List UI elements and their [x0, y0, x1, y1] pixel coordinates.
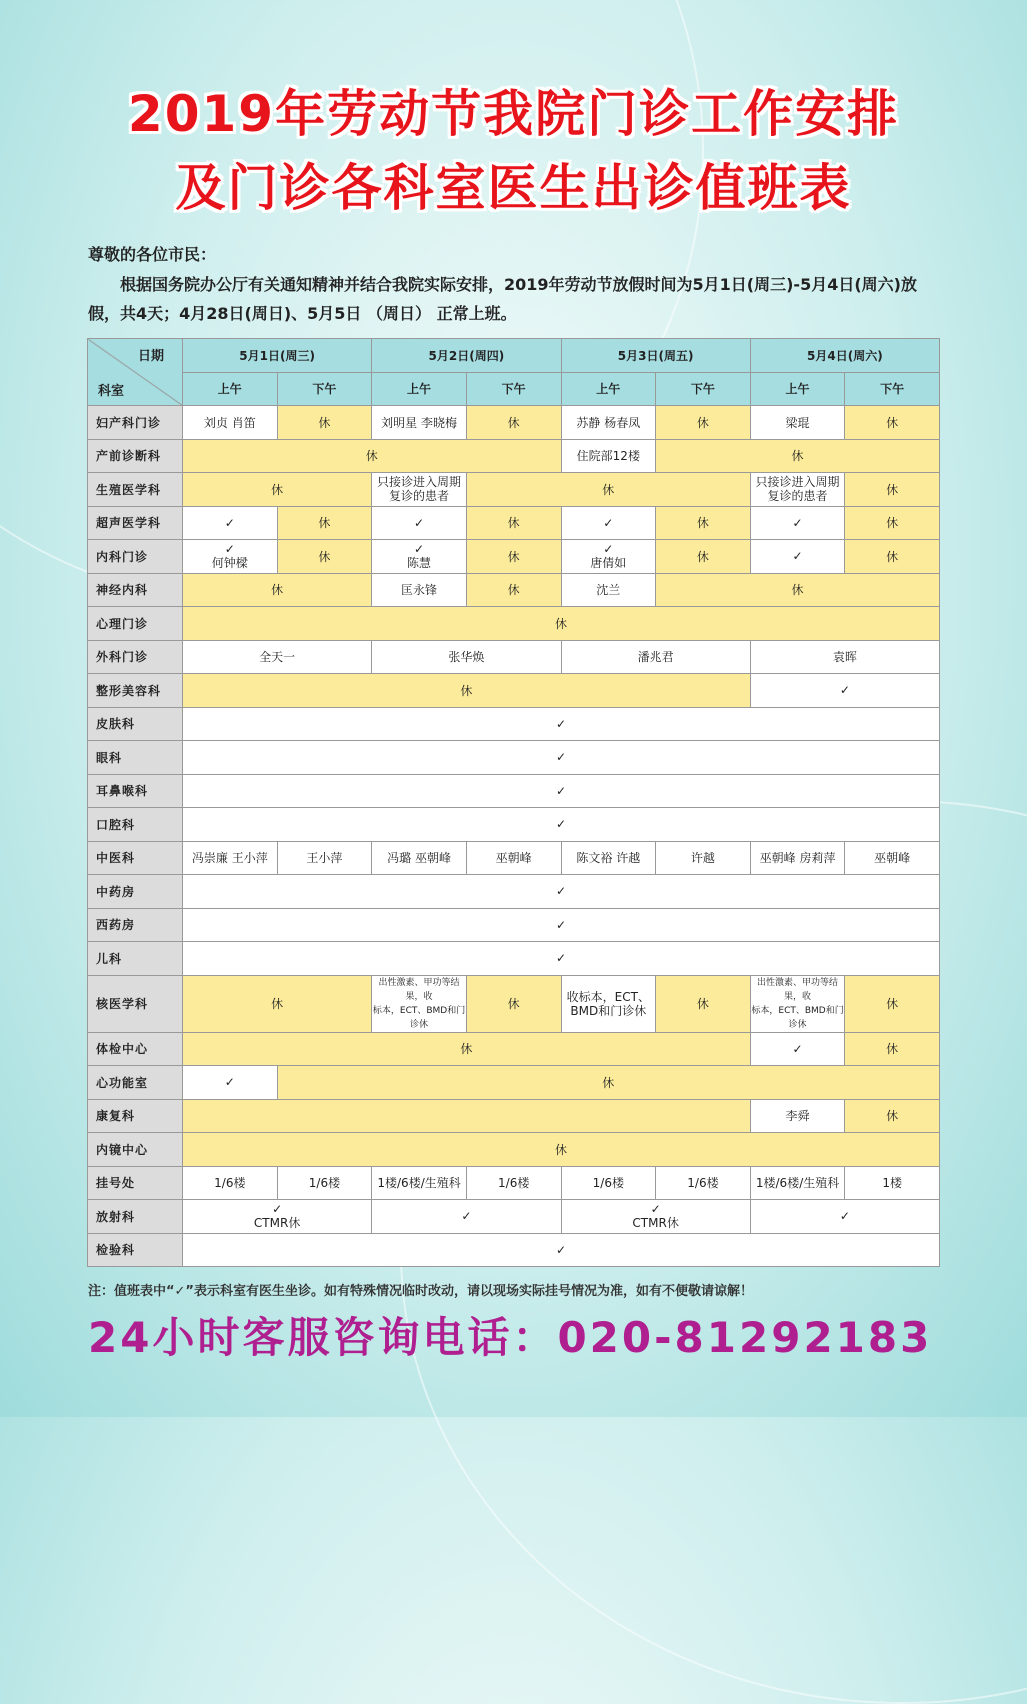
schedule-row — [88, 1200, 940, 1234]
schedule-cell: 休 — [277, 506, 372, 540]
schedule-cell: 休 — [466, 975, 561, 1032]
schedule-cell — [183, 1099, 751, 1133]
schedule-cell: 李舜 — [750, 1099, 845, 1133]
schedule-cell: 巫朝峰 房莉萍 — [750, 841, 845, 875]
corner-cell — [88, 339, 183, 406]
schedule-cell: 只接诊进入周期 复诊的患者 — [750, 473, 845, 507]
department-name: 口腔科 — [88, 808, 183, 842]
department-name: 耳鼻喉科 — [88, 774, 183, 808]
schedule-cell: 1/6楼 — [183, 1166, 278, 1200]
schedule-cell: 休 — [845, 540, 940, 574]
schedule-row — [88, 975, 940, 1032]
schedule-row — [88, 875, 940, 909]
schedule-cell: ✓ CTMR休 — [561, 1200, 750, 1234]
department-name: 妇产科门诊 — [88, 406, 183, 440]
schedule-cell: ✓ — [183, 908, 940, 942]
schedule-cell: 刘明星 李晓梅 — [372, 406, 467, 440]
corner-dept-label: 科室 — [98, 384, 125, 399]
period-header: 下午 — [466, 372, 561, 406]
schedule-cell: ✓ 何钟樑 — [183, 540, 278, 574]
schedule-row — [88, 473, 940, 507]
schedule-row — [88, 674, 940, 708]
department-name: 核医学科 — [88, 975, 183, 1032]
schedule-cell: 匡永锋 — [372, 573, 467, 607]
corner-date-label: 日期 — [137, 349, 164, 364]
schedule-cell: 休 — [466, 406, 561, 440]
schedule-row — [88, 1166, 940, 1200]
schedule-cell: 1楼/6楼/生殖科 — [750, 1166, 845, 1200]
schedule-cell: 休 — [466, 506, 561, 540]
schedule-cell: 全天一 — [183, 640, 372, 674]
duty-schedule-table — [87, 338, 940, 1267]
schedule-cell: 1楼/6楼/生殖科 — [372, 1166, 467, 1200]
schedule-cell: ✓ — [750, 1032, 845, 1066]
schedule-cell: 休 — [277, 1066, 939, 1100]
schedule-row — [88, 1066, 940, 1100]
schedule-cell: ✓ — [183, 1233, 940, 1267]
department-name: 康复科 — [88, 1099, 183, 1133]
schedule-cell: ✓ — [750, 506, 845, 540]
schedule-cell: 巫朝峰 — [466, 841, 561, 875]
schedule-row — [88, 808, 940, 842]
date-header: 5月1日(周三) — [183, 339, 372, 373]
schedule-cell: 1/6楼 — [561, 1166, 656, 1200]
schedule-cell: 沈兰 — [561, 573, 656, 607]
period-header: 上午 — [750, 372, 845, 406]
schedule-row — [88, 540, 940, 574]
schedule-row — [88, 942, 940, 976]
schedule-row — [88, 1099, 940, 1133]
schedule-cell: 休 — [656, 975, 751, 1032]
period-header: 下午 — [277, 372, 372, 406]
schedule-row — [88, 908, 940, 942]
schedule-cell: 1楼 — [845, 1166, 940, 1200]
schedule-cell: 刘贞 肖笛 — [183, 406, 278, 440]
schedule-cell: 休 — [656, 406, 751, 440]
period-header: 上午 — [561, 372, 656, 406]
schedule-cell: 陈文裕 许越 — [561, 841, 656, 875]
schedule-cell: ✓ — [183, 774, 940, 808]
schedule-cell: ✓ — [750, 674, 939, 708]
schedule-cell: ✓ — [372, 506, 467, 540]
schedule-cell: 休 — [183, 607, 940, 641]
schedule-cell: 休 — [183, 473, 372, 507]
schedule-cell: 休 — [466, 573, 561, 607]
schedule-cell: 休 — [466, 473, 750, 507]
period-header: 下午 — [845, 372, 940, 406]
schedule-row — [88, 406, 940, 440]
schedule-cell: 住院部12楼 — [561, 439, 656, 473]
hotline: 24小时客服咨询电话：020-81292183 — [88, 1313, 933, 1362]
department-name: 中医科 — [88, 841, 183, 875]
department-name: 超声医学科 — [88, 506, 183, 540]
period-header: 上午 — [183, 372, 278, 406]
schedule-cell: 休 — [845, 975, 940, 1032]
department-name: 体检中心 — [88, 1032, 183, 1066]
schedule-cell: ✓ — [183, 875, 940, 909]
schedule-cell: 休 — [277, 406, 372, 440]
schedule-cell: ✓ — [750, 540, 845, 574]
schedule-cell: 张华焕 — [372, 640, 561, 674]
schedule-row — [88, 607, 940, 641]
header-row-dates — [88, 339, 940, 373]
footnote: 注：值班表中“✓”表示科室有医生坐诊。如有特殊情况临时改动，请以现场实际挂号情况为准，如有不便敬请谅解！ — [88, 1284, 753, 1299]
period-header: 下午 — [656, 372, 751, 406]
schedule-cell: 休 — [845, 1032, 940, 1066]
schedule-cell: 许越 — [656, 841, 751, 875]
schedule-row — [88, 573, 940, 607]
schedule-cell: ✓ 陈慧 — [372, 540, 467, 574]
title-line-1: 2019年劳动节我院门诊工作安排 — [127, 85, 900, 143]
schedule-cell: 潘兆君 — [561, 640, 750, 674]
schedule-row — [88, 1233, 940, 1267]
department-name: 外科门诊 — [88, 640, 183, 674]
date-header: 5月2日(周四) — [372, 339, 561, 373]
schedule-cell: 梁琨 — [750, 406, 845, 440]
schedule-cell: 冯崇廉 王小萍 — [183, 841, 278, 875]
greeting: 尊敬的各位市民： — [88, 245, 217, 264]
schedule-cell: 袁晖 — [750, 640, 939, 674]
schedule-cell: 休 — [845, 473, 940, 507]
schedule-cell: 1/6楼 — [466, 1166, 561, 1200]
schedule-cell: 休 — [466, 540, 561, 574]
notice-paragraph: 根据国务院办公厅有关通知精神并结合我院实际安排，2019年劳动节放假时间为5月1日(周三)-5月4日(周六)放假，共4天；4月28日(周日)、5月5日 （周日） 正常上班。 — [88, 275, 917, 323]
department-name: 儿科 — [88, 942, 183, 976]
schedule-cell: 休 — [656, 540, 751, 574]
date-header: 5月4日(周六) — [750, 339, 939, 373]
department-name: 中药房 — [88, 875, 183, 909]
department-name: 心功能室 — [88, 1066, 183, 1100]
schedule-cell: 休 — [656, 439, 940, 473]
department-name: 生殖医学科 — [88, 473, 183, 507]
schedule-cell: 休 — [183, 439, 562, 473]
schedule-cell: 冯璐 巫朝峰 — [372, 841, 467, 875]
schedule-cell: ✓ — [183, 741, 940, 775]
schedule-cell: ✓ — [750, 1200, 939, 1234]
schedule-cell: 休 — [656, 573, 940, 607]
date-header: 5月3日(周五) — [561, 339, 750, 373]
schedule-row — [88, 707, 940, 741]
department-name: 眼科 — [88, 741, 183, 775]
schedule-cell: ✓ — [183, 1066, 278, 1100]
schedule-cell: 出性激素、甲功等结果，收 标本，ECT、BMD和门诊休 — [750, 975, 845, 1032]
schedule-cell: 1/6楼 — [277, 1166, 372, 1200]
schedule-cell: 苏静 杨春凤 — [561, 406, 656, 440]
schedule-cell: ✓ — [372, 1200, 561, 1234]
schedule-cell: 只接诊进入周期 复诊的患者 — [372, 473, 467, 507]
schedule-cell: 休 — [183, 975, 372, 1032]
schedule-cell: 休 — [183, 1133, 940, 1167]
department-name: 皮肤科 — [88, 707, 183, 741]
department-name: 放射科 — [88, 1200, 183, 1234]
schedule-cell: ✓ — [183, 707, 940, 741]
schedule-cell: 休 — [845, 1099, 940, 1133]
schedule-cell: 出性激素、甲功等结果，收 标本，ECT、BMD和门诊休 — [372, 975, 467, 1032]
department-name: 心理门诊 — [88, 607, 183, 641]
department-name: 检验科 — [88, 1233, 183, 1267]
schedule-row — [88, 439, 940, 473]
schedule-cell: ✓ 唐倩如 — [561, 540, 656, 574]
schedule-cell: 休 — [183, 573, 372, 607]
schedule-cell: 1/6楼 — [656, 1166, 751, 1200]
schedule-row — [88, 774, 940, 808]
schedule-cell: ✓ CTMR休 — [183, 1200, 372, 1234]
schedule-cell: 休 — [277, 540, 372, 574]
schedule-cell: 休 — [656, 506, 751, 540]
schedule-cell: ✓ — [183, 808, 940, 842]
department-name: 挂号处 — [88, 1166, 183, 1200]
schedule-cell: ✓ — [183, 506, 278, 540]
schedule-row — [88, 506, 940, 540]
schedule-cell: ✓ — [183, 942, 940, 976]
schedule-cell: 巫朝峰 — [845, 841, 940, 875]
schedule-cell: 王小萍 — [277, 841, 372, 875]
schedule-row — [88, 741, 940, 775]
department-name: 西药房 — [88, 908, 183, 942]
department-name: 神经内科 — [88, 573, 183, 607]
schedule-row — [88, 841, 940, 875]
schedule-cell: 休 — [845, 406, 940, 440]
header-row-periods — [88, 372, 940, 406]
schedule-row — [88, 640, 940, 674]
department-name: 内镜中心 — [88, 1133, 183, 1167]
schedule-cell: 收标本，ECT、 BMD和门诊休 — [561, 975, 656, 1032]
schedule-cell: ✓ — [561, 506, 656, 540]
schedule-row — [88, 1133, 940, 1167]
schedule-row — [88, 1032, 940, 1066]
department-name: 整形美容科 — [88, 674, 183, 708]
department-name: 产前诊断科 — [88, 439, 183, 473]
title-line-2: 及门诊各科室医生出诊值班表 — [175, 159, 852, 217]
schedule-cell: 休 — [183, 1032, 751, 1066]
schedule-cell: 休 — [845, 506, 940, 540]
period-header: 上午 — [372, 372, 467, 406]
schedule-cell: 休 — [183, 674, 751, 708]
department-name: 内科门诊 — [88, 540, 183, 574]
